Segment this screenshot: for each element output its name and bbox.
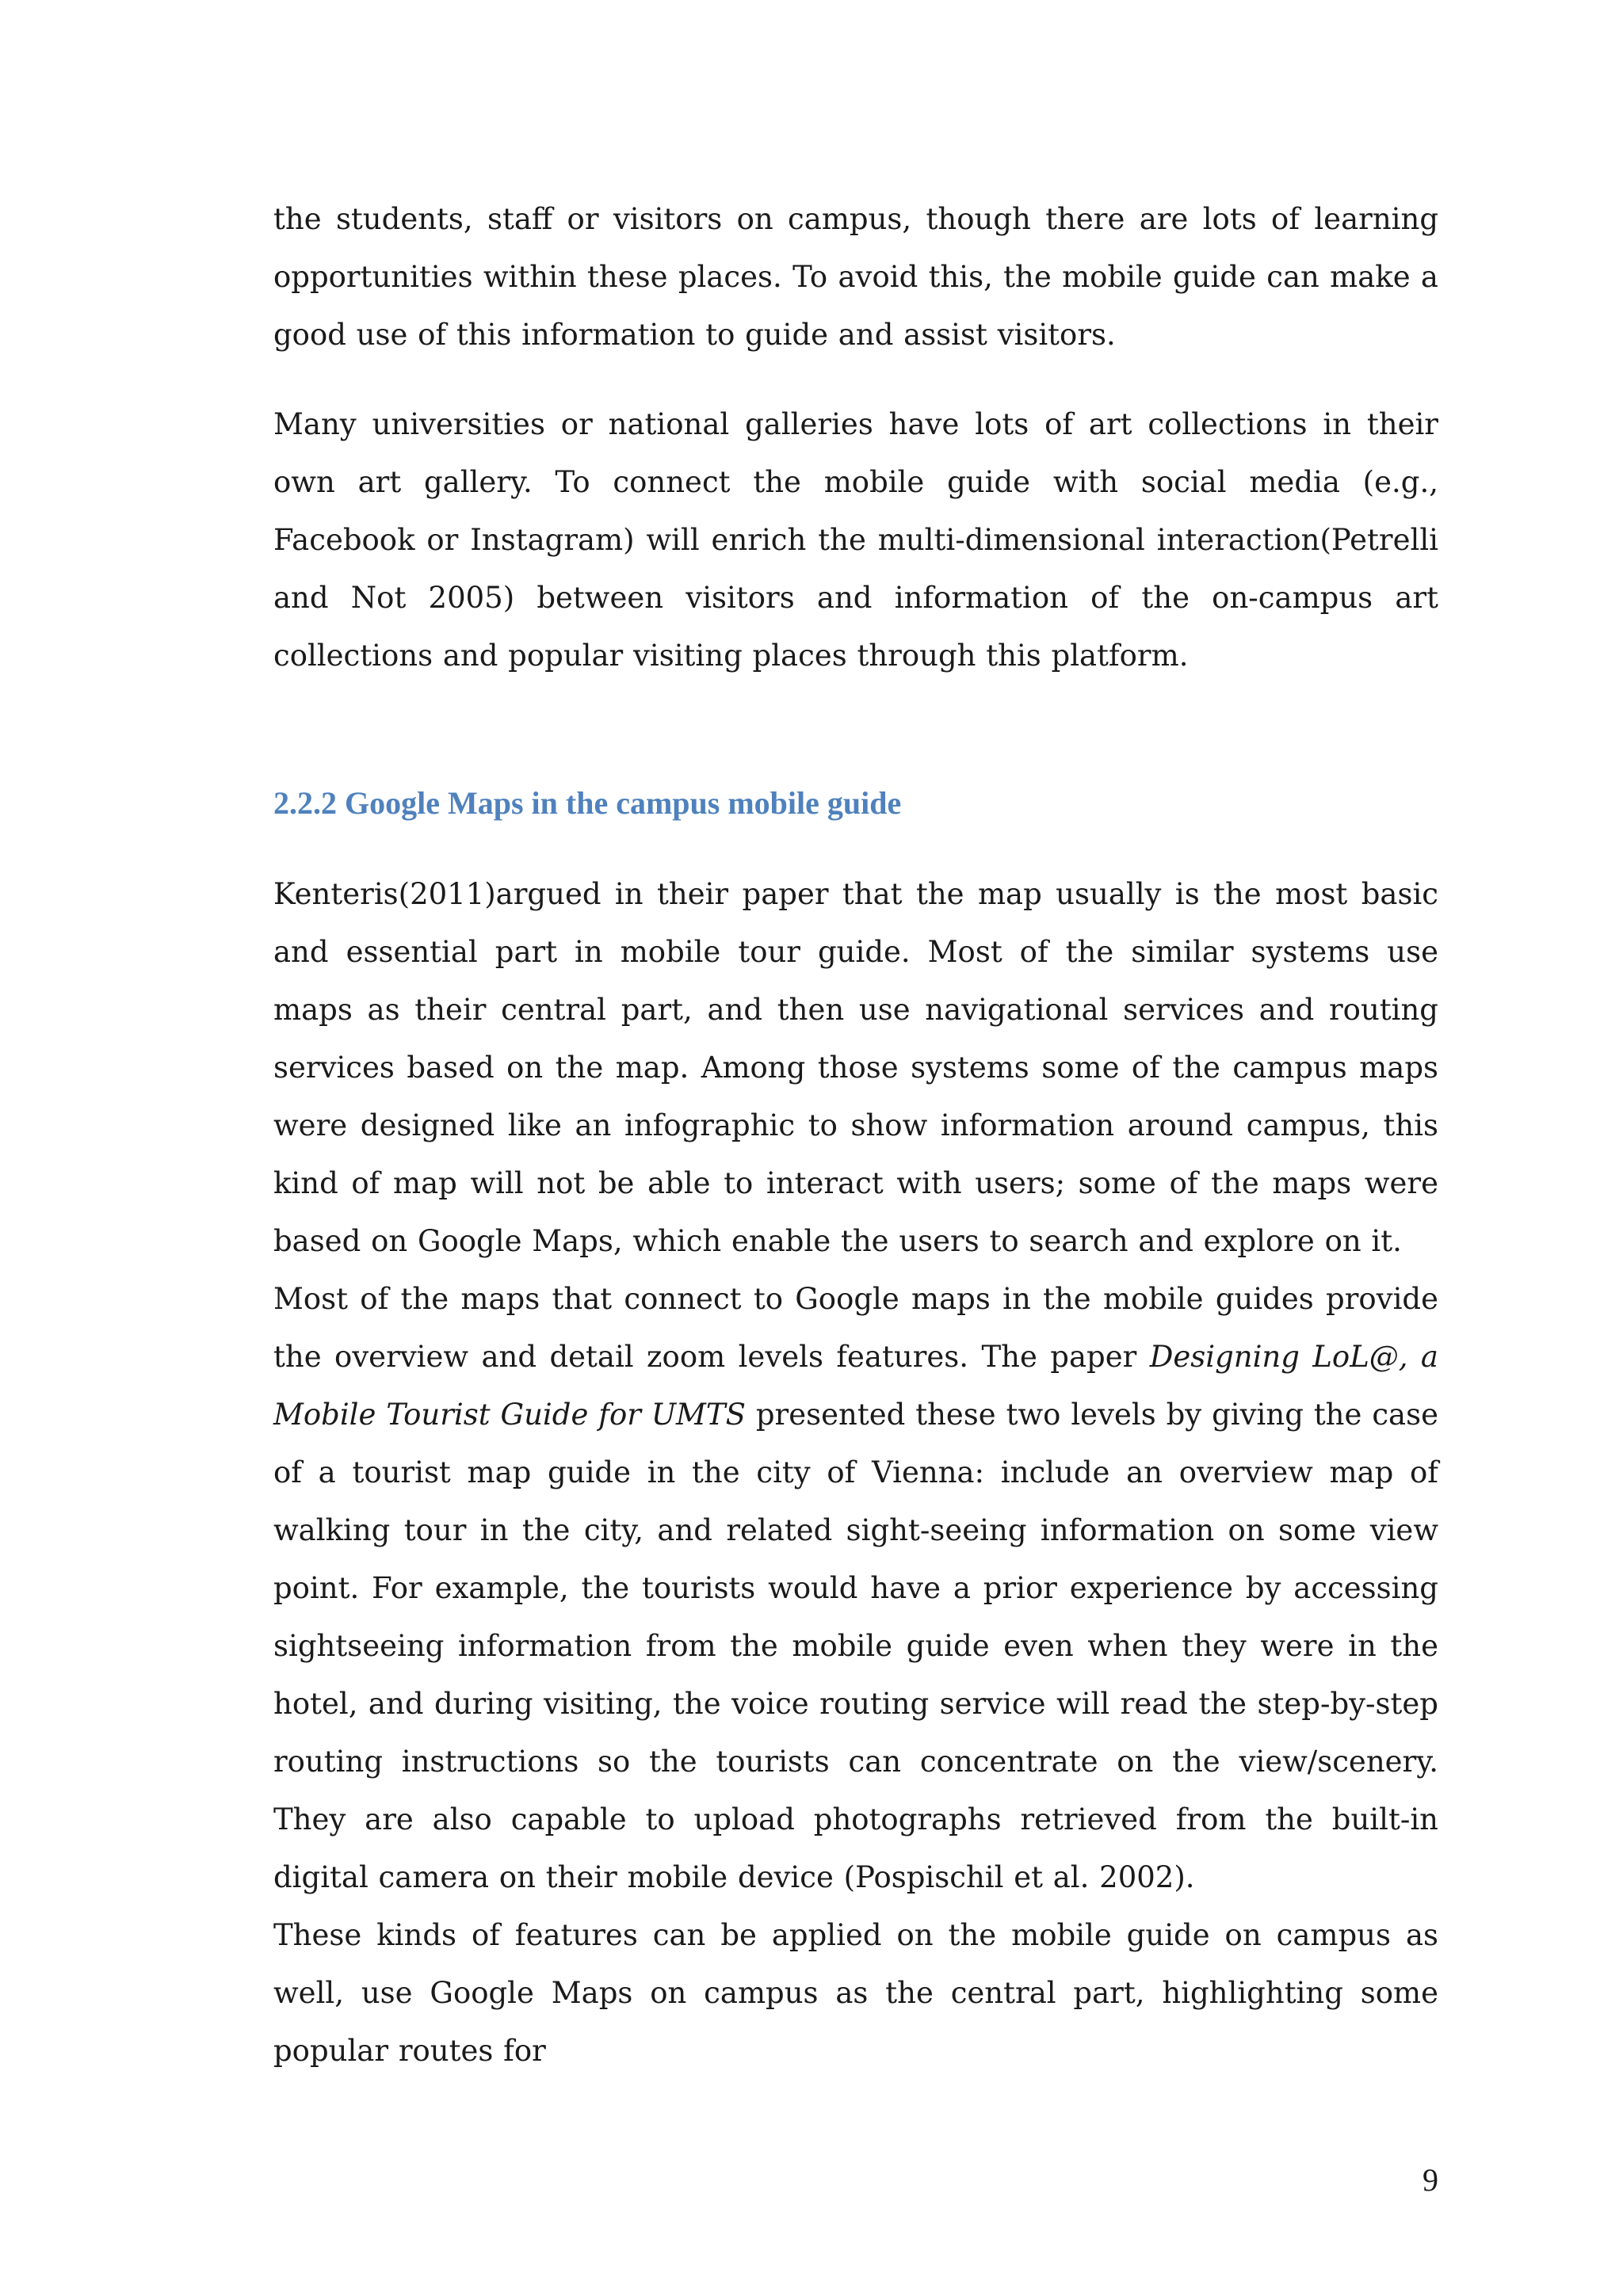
paragraph-zoom-levels-text-1: Most of the maps that connect to Google maps in the mobile guides provide the overview and detail zoom levels features. The paper: [273, 1282, 1438, 1374]
paragraph-continued: the students, staff or visitors on campus, though there are lots of learning opportunities within these places. To avoid this, the mobile guide can make a good use of this information to guide and assist visitors.: [273, 202, 1438, 352]
paragraph-kenteris: Kenteris(2011)argued in their paper that the map usually is the most basic and essential part in mobile tour guide. Most of the similar systems use maps as their central part, and then use navigational services and routing services based on the map. Among those systems some of the campus maps were designed like an infographic to show information around campus, this kind of map will not be able to interact with users; some of the maps were based on Google Maps, which enable the users to search and explore on it.: [273, 877, 1438, 1258]
page-content: [273, 190, 1438, 2080]
paragraph-zoom-levels: [273, 1270, 1438, 1906]
paragraph-campus-features: These kinds of features can be applied on the mobile guide on campus as well, use Google Maps on campus as the central part, highlighting some popular routes for: [273, 1918, 1438, 2068]
paragraph-zoom-levels-text-2: presented these two levels by giving the case of a tourist map guide in the city of Vienna: include an overview map of walking tour in the city, and related sight-seeing information on some view point. For example, the tourists would have a prior experience by accessing sightseeing information from the mobile guide even when they were in the hotel, and during visiting, the voice routing service will read the step-by-step routing instructions so the tourists can concentrate on the view/scenery. They are also capable to upload photographs retrieved from the built-in digital camera on their mobile device (Pospischil et al. 2002).: [273, 1398, 1438, 1894]
paragraph-art-collections: Many universities or national galleries have lots of art collections in their own art gallery. To connect the mobile guide with social media (e.g., Facebook or Instagram) will enrich the multi-dimensional interaction(Petrelli and Not 2005) between visitors and information of the on-campus art collections and popular visiting places through this platform.: [273, 407, 1438, 673]
section-heading: 2.2.2 Google Maps in the campus mobile guide: [273, 785, 902, 821]
paper-title: Designing LoL@, a Mobile Tourist Guide for UMTS: [273, 1340, 1438, 1432]
page-number: 9: [1423, 2162, 1438, 2198]
